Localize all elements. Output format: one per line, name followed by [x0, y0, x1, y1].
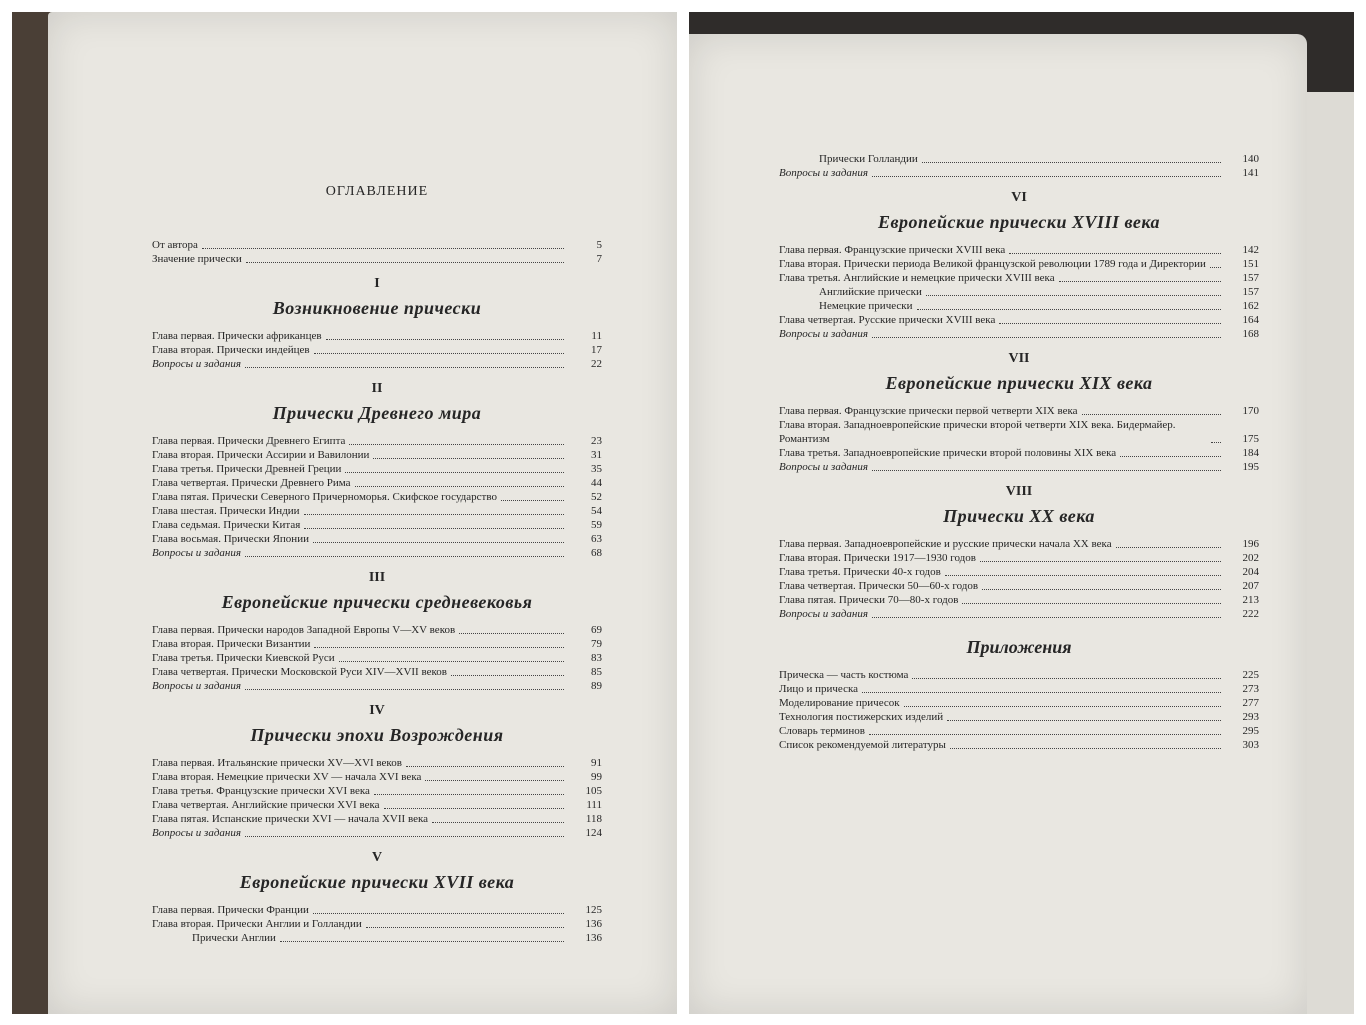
toc-entry — [779, 285, 1259, 299]
toc-entry-title: Глава вторая. Прически Ассирии и Вавилонии — [152, 449, 370, 461]
leader-dots — [947, 720, 1221, 721]
toc-entry-page: 7 — [596, 253, 602, 265]
continued-entries — [779, 152, 1259, 180]
leader-dots — [349, 444, 564, 445]
toc-section — [152, 570, 602, 693]
toc-entry-title: Глава восьмая. Прически Японии — [152, 533, 309, 545]
toc-entry-page: 44 — [591, 477, 602, 489]
toc-entry-title: Глава четвертая. Прически Московской Руси XIV—XVII веков — [152, 666, 447, 678]
toc-entry-page: 11 — [591, 330, 602, 342]
toc-entry-title: Глава первая. Французские прически XVIII века — [779, 244, 1006, 256]
toc-entry-page: 142 — [1242, 244, 1259, 256]
leader-dots — [999, 323, 1221, 324]
toc-entry-title: Глава третья. Английские и немецкие прически XVIII века — [779, 272, 1055, 284]
toc-entry-page: 277 — [1242, 697, 1259, 709]
appendix-entries — [779, 668, 1259, 752]
toc-entry — [779, 593, 1259, 607]
leader-dots — [912, 678, 1221, 679]
toc-entry-title: Глава пятая. Испанские прически XVI — начала XVII века — [152, 813, 429, 825]
leader-dots — [459, 633, 564, 634]
section-title: Европейские прически XVIII века — [877, 212, 1161, 232]
toc-entry-page: 31 — [591, 449, 602, 461]
toc-entry-title: Глава вторая. Прически индейцев — [152, 344, 310, 356]
toc-entry — [152, 798, 602, 812]
next-page-edge — [1307, 92, 1354, 1014]
leader-dots — [872, 337, 1221, 338]
leader-dots — [314, 353, 564, 354]
toc-entry-page: 125 — [585, 904, 602, 916]
toc-entry — [779, 710, 1259, 724]
toc-entry-title: Глава третья. Прически 40-х годов — [779, 566, 941, 578]
toc-entry-title: Вопросы и задания — [779, 328, 868, 340]
toc-entry-page: 295 — [1242, 725, 1259, 737]
toc-entry-page: 175 — [1242, 433, 1259, 445]
leader-dots — [1009, 253, 1221, 254]
leader-dots — [501, 500, 564, 501]
toc-entry-title: Глава вторая. Прически Византии — [152, 638, 311, 650]
toc-entry-title: Глава пятая. Прически Северного Причерноморья. Скифское государство — [152, 491, 497, 503]
toc-section — [152, 850, 602, 945]
toc-entry — [152, 504, 602, 518]
toc-entry-page: 79 — [591, 638, 602, 650]
toc-entry — [152, 903, 602, 917]
toc-entry-title: Моделирование причесок — [779, 697, 900, 709]
toc-entry-title: Английские прически — [819, 286, 922, 298]
leader-dots — [432, 822, 564, 823]
toc-entry-title: Вопросы и задания — [779, 608, 868, 620]
leader-dots — [945, 575, 1221, 576]
section-title: Европейские прически средневековья — [221, 592, 533, 612]
leader-dots — [1116, 547, 1221, 548]
toc-entry — [779, 551, 1259, 565]
leader-dots — [202, 248, 564, 249]
toc-entry-title: Глава четвертая. Английские прически XVI века — [152, 799, 380, 811]
toc-entry-title: Глава первая. Французские прически первой четверти XIX века — [779, 405, 1078, 417]
toc-entry-page: 5 — [596, 239, 602, 251]
toc-entry-title: Прическа — часть костюма — [779, 669, 909, 681]
toc-entry — [152, 784, 602, 798]
toc-entry-page: 89 — [591, 680, 602, 692]
leader-dots — [872, 617, 1221, 618]
toc-entry-page: 22 — [591, 358, 602, 370]
toc-entry-title: Значение прически — [152, 253, 242, 265]
section-title: Европейские прически XIX века — [885, 373, 1153, 393]
toc-entry-page: 83 — [591, 652, 602, 664]
leader-dots — [339, 661, 564, 662]
toc-entry — [152, 343, 602, 357]
leader-dots — [872, 470, 1221, 471]
toc-entry-page: 99 — [591, 771, 602, 783]
leader-dots — [917, 309, 1222, 310]
toc-entry-page: 59 — [591, 519, 602, 531]
toc-entry-page: 213 — [1242, 594, 1259, 606]
leader-dots — [922, 162, 1221, 163]
toc-entry-title: Глава первая. Прически африканцев — [152, 330, 322, 342]
toc-entry-page: 157 — [1242, 272, 1259, 284]
toc-entry — [779, 668, 1259, 682]
toc-entry-page: 52 — [591, 491, 602, 503]
toc-entry-title: Вопросы и задания — [152, 547, 241, 559]
leader-dots — [355, 486, 564, 487]
toc-entry-title: Глава четвертая. Прически Древнего Рима — [152, 477, 351, 489]
toc-entry-page: 23 — [591, 435, 602, 447]
toc-entry-page: 164 — [1242, 314, 1259, 326]
section-number: V — [371, 850, 383, 865]
toc-entry — [779, 152, 1259, 166]
toc-entry-title: Прически Голландии — [819, 153, 918, 165]
toc-entry-page: 207 — [1242, 580, 1259, 592]
toc-entry-page: 118 — [585, 813, 602, 825]
toc-entry — [779, 724, 1259, 738]
toc-section — [779, 351, 1259, 474]
toc-entry-title: Глава первая. Прически народов Западной Европы V—XV веков — [152, 624, 456, 636]
toc-entry — [152, 756, 602, 770]
leader-dots — [1082, 414, 1221, 415]
toc-entry-page: 54 — [591, 505, 602, 517]
right-toc-column — [779, 152, 1259, 758]
toc-entry-page: 35 — [591, 463, 602, 475]
appendix-title: Приложения — [966, 637, 1072, 657]
toc-entry — [779, 565, 1259, 579]
toc-entry — [779, 446, 1259, 460]
toc-entry-page: 69 — [591, 624, 602, 636]
leader-dots — [1211, 442, 1221, 443]
section-number: VIII — [1005, 484, 1033, 499]
toc-section — [152, 276, 602, 371]
toc-entry — [152, 812, 602, 826]
toc-entry-page: 170 — [1242, 405, 1259, 417]
toc-entry — [779, 537, 1259, 551]
section-number: III — [368, 570, 386, 585]
leader-dots — [904, 706, 1221, 707]
leader-dots — [1059, 281, 1221, 282]
leader-dots — [926, 295, 1221, 296]
toc-entry-title: Вопросы и задания — [152, 358, 241, 370]
toc-entry-page: 195 — [1242, 461, 1259, 473]
left-sections — [152, 276, 602, 945]
toc-entry-title: Глава первая. Итальянские прически XV—XVI веков — [152, 757, 402, 769]
toc-entry-title: Прически Англии — [192, 932, 276, 944]
toc-entry-page: 85 — [591, 666, 602, 678]
leader-dots — [374, 794, 564, 795]
toc-entry — [779, 257, 1259, 271]
toc-entry-title: Вопросы и задания — [152, 680, 241, 692]
section-title: Возникновение прически — [272, 298, 482, 318]
toc-entry — [152, 623, 602, 637]
toc-section — [152, 381, 602, 560]
section-title: Прически XX века — [943, 506, 1095, 526]
section-title: Прически эпохи Возрождения — [250, 725, 504, 745]
toc-entry-title: Вопросы и задания — [152, 827, 241, 839]
toc-entry-page: 63 — [591, 533, 602, 545]
toc-entry-page: 91 — [591, 757, 602, 769]
leader-dots — [304, 514, 564, 515]
toc-entry-title: Глава пятая. Прически 70—80-х годов — [779, 594, 959, 606]
toc-entry-page: 17 — [591, 344, 602, 356]
toc-entry-title: Глава вторая. Западноевропейские прически второй четверти XIX века. Бидермайер. Романтизм — [779, 419, 1176, 445]
left-page — [48, 12, 677, 1014]
leader-dots — [962, 603, 1221, 604]
toc-entry — [152, 931, 602, 945]
toc-entry-title: Глава четвертая. Прически 50—60-х годов — [779, 580, 979, 592]
toc-entry-page: 124 — [585, 827, 602, 839]
toc-entry — [152, 546, 602, 560]
toc-entry — [779, 607, 1259, 621]
leader-dots — [366, 927, 564, 928]
toc-entry-page: 184 — [1242, 447, 1259, 459]
section-number: VII — [1008, 351, 1030, 366]
intro-entries — [152, 238, 602, 266]
leader-dots — [373, 458, 564, 459]
toc-entry-page: 141 — [1242, 167, 1259, 179]
leader-dots — [1120, 456, 1221, 457]
toc-entry-title: Глава четвертая. Русские прически XVIII века — [779, 314, 996, 326]
toc-section — [779, 484, 1259, 621]
toc-entry — [152, 329, 602, 343]
toc-section — [779, 190, 1259, 341]
toc-entry-title: Вопросы и задания — [779, 461, 868, 473]
leader-dots — [313, 542, 564, 543]
toc-entry — [152, 665, 602, 679]
toc-entry — [152, 434, 602, 448]
toc-entry — [152, 462, 602, 476]
toc-entry — [152, 637, 602, 651]
toc-entry — [779, 579, 1259, 593]
toc-entry — [152, 252, 602, 266]
toc-entry-title: Глава третья. Прически Древней Греции — [152, 463, 342, 475]
right-photo — [689, 12, 1354, 1014]
leader-dots — [345, 472, 564, 473]
leader-dots — [406, 766, 564, 767]
toc-entry — [779, 299, 1259, 313]
toc-entry — [779, 404, 1259, 418]
toc-entry-page: 293 — [1242, 711, 1259, 723]
leader-dots — [950, 748, 1221, 749]
toc-entry-page: 136 — [585, 932, 602, 944]
toc-entry — [152, 917, 602, 931]
leader-dots — [869, 734, 1221, 735]
toc-entry-title: Технология постижерских изделий — [779, 711, 944, 723]
leader-dots — [245, 556, 564, 557]
toc-entry-page: 204 — [1242, 566, 1259, 578]
toc-entry — [152, 651, 602, 665]
toc-entry-title: Глава первая. Прически Франции — [152, 904, 309, 916]
toc-entry — [779, 313, 1259, 327]
toc-entry — [152, 826, 602, 840]
toc-entry — [779, 682, 1259, 696]
leader-dots — [314, 647, 564, 648]
toc-entry-title: Глава вторая. Немецкие прически XV — начала XVI века — [152, 771, 422, 783]
toc-entry — [152, 518, 602, 532]
toc-heading: ОГЛАВЛЕНИЕ — [325, 184, 429, 199]
toc-entry — [152, 357, 602, 371]
toc-entry-title: Глава третья. Прически Киевской Руси — [152, 652, 335, 664]
toc-entry-page: 222 — [1242, 608, 1259, 620]
toc-entry-page: 157 — [1242, 286, 1259, 298]
left-photo — [12, 12, 677, 1014]
toc-entry-page: 105 — [585, 785, 602, 797]
leader-dots — [245, 367, 564, 368]
toc-entry-title: Лицо и прическа — [779, 683, 859, 695]
toc-entry — [779, 418, 1259, 446]
toc-entry-page: 140 — [1242, 153, 1259, 165]
leader-dots — [982, 589, 1221, 590]
leader-dots — [862, 692, 1221, 693]
leader-dots — [384, 808, 564, 809]
leader-dots — [872, 176, 1221, 177]
toc-entry — [152, 679, 602, 693]
section-title: Прически Древнего мира — [272, 403, 482, 423]
leader-dots — [313, 913, 564, 914]
toc-entry-page: 168 — [1242, 328, 1259, 340]
toc-entry — [779, 271, 1259, 285]
toc-entry — [779, 460, 1259, 474]
toc-entry-title: Глава вторая. Прически периода Великой французской революции 1789 года и Директории — [779, 258, 1206, 270]
toc-entry — [152, 490, 602, 504]
leader-dots — [245, 836, 564, 837]
toc-entry — [779, 166, 1259, 180]
toc-entry — [779, 696, 1259, 710]
section-title: Европейские прически XVII века — [239, 872, 515, 892]
leader-dots — [326, 339, 564, 340]
leader-dots — [304, 528, 564, 529]
toc-entry-title: Глава третья. Французские прически XVI века — [152, 785, 370, 797]
toc-entry-title: Вопросы и задания — [779, 167, 868, 179]
toc-entry-title: Глава третья. Западноевропейские прически второй половины XIX века — [779, 447, 1117, 459]
toc-entry — [152, 476, 602, 490]
leader-dots — [451, 675, 564, 676]
leader-dots — [1210, 267, 1221, 268]
section-number: II — [371, 381, 383, 396]
section-number: IV — [369, 703, 385, 718]
toc-entry-title: Глава вторая. Прически 1917—1930 годов — [779, 552, 976, 564]
leader-dots — [246, 262, 564, 263]
toc-entry — [779, 738, 1259, 752]
toc-entry-page: 68 — [591, 547, 602, 559]
leader-dots — [280, 941, 564, 942]
toc-entry-title: Глава первая. Западноевропейские и русские прически начала XX века — [779, 538, 1112, 550]
toc-entry-page: 202 — [1242, 552, 1259, 564]
leader-dots — [980, 561, 1221, 562]
toc-entry-page: 136 — [585, 918, 602, 930]
leader-dots — [245, 689, 564, 690]
toc-entry-title: От автора — [152, 239, 198, 251]
section-number: I — [374, 276, 380, 291]
toc-entry — [152, 770, 602, 784]
toc-entry-page: 111 — [586, 799, 602, 811]
left-toc-column — [152, 172, 602, 951]
toc-entry-page: 162 — [1242, 300, 1259, 312]
section-number: VI — [1011, 190, 1027, 205]
toc-entry — [152, 238, 602, 252]
leader-dots — [425, 780, 564, 781]
toc-entry — [779, 327, 1259, 341]
right-page — [689, 34, 1307, 1014]
toc-entry-page: 225 — [1242, 669, 1259, 681]
toc-entry-title: Глава первая. Прически Древнего Египта — [152, 435, 346, 447]
toc-entry — [152, 448, 602, 462]
toc-entry-title: Немецкие прически — [819, 300, 913, 312]
toc-entry-page: 196 — [1242, 538, 1259, 550]
toc-entry-title: Список рекомендуемой литературы — [779, 739, 946, 751]
toc-entry-title: Глава вторая. Прически Англии и Голландии — [152, 918, 362, 930]
toc-entry-page: 151 — [1242, 258, 1259, 270]
toc-section — [152, 703, 602, 840]
toc-entry-title: Словарь терминов — [779, 725, 865, 737]
toc-entry-page: 303 — [1242, 739, 1259, 751]
toc-entry — [152, 532, 602, 546]
right-sections — [779, 190, 1259, 621]
toc-entry-title: Глава седьмая. Прически Китая — [152, 519, 301, 531]
toc-entry — [779, 243, 1259, 257]
toc-entry-title: Глава шестая. Прически Индии — [152, 505, 300, 517]
toc-entry-page: 273 — [1242, 683, 1259, 695]
